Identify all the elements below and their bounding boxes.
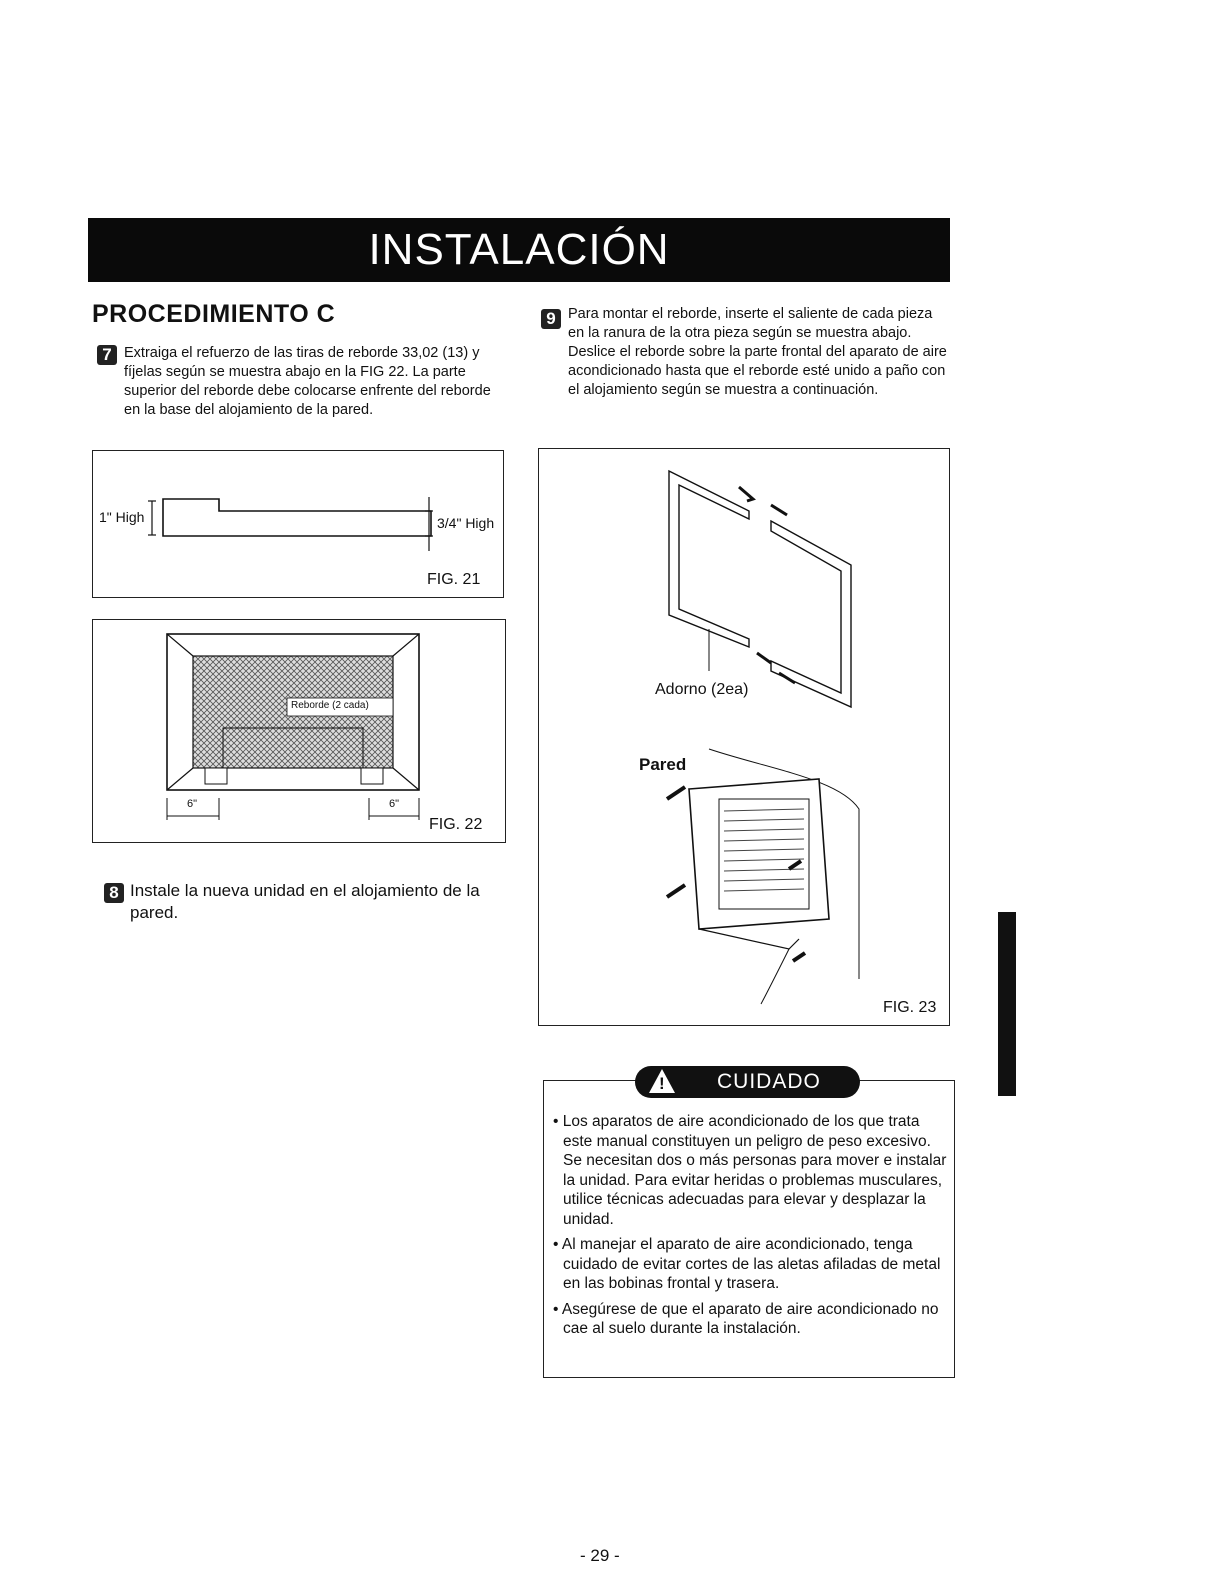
step-7-number: 7 <box>97 345 117 365</box>
step-8-text: Instale la nueva unidad en el alojamiento de la pared. <box>130 881 480 922</box>
fig-21-right-dimension: 3/4" High <box>437 515 495 531</box>
fig-21-label: FIG. 21 <box>427 571 481 588</box>
fig-21-left-dimension: 1" High <box>99 509 145 525</box>
caution-item: • Al manejar el aparato de aire acondicionado, tenga cuidado de evitar cortes de las aletas afiladas de metal en las bobinas frontal y trasera. <box>553 1236 941 1292</box>
wall-sleeve-diagram <box>93 620 505 842</box>
caution-header <box>635 1066 860 1098</box>
step-8-number: 8 <box>104 883 124 903</box>
caution-title: CUIDADO <box>717 1070 821 1093</box>
fig-21-box <box>92 450 504 598</box>
page-banner-title: INSTALACIÓN <box>88 218 950 282</box>
fig-23-wall-label: Pared <box>639 755 687 774</box>
fig-23-trim-label: Adorno (2ea) <box>655 681 749 698</box>
caution-item: • Los aparatos de aire acondicionado de los que trata este manual constituyen un peligro de peso excesivo. Se necesitan dos o más personas para mover e instalar la unidad. Para evitar heridas o problemas musculares, utilice técnicas adecuadas para elevar y desplazar la unidad. <box>553 1113 947 1228</box>
fig-22-callout: Reborde (2 cada) <box>291 700 369 711</box>
caution-item: • Asegúrese de que el aparato de aire acondicionado no cae al suelo durante la instalación. <box>553 1300 939 1337</box>
step-9-text: Para montar el reborde, inserte el saliente de cada pieza en la ranura de la otra pieza según se muestra abajo. Deslice el reborde sobre la parte frontal del aparato de aire acondicionado hasta que el reborde esté unido a paño con el alojamiento según se muestra a continuación. <box>568 306 947 398</box>
fig-23-box <box>538 448 950 1026</box>
fig-23-label: FIG. 23 <box>883 999 937 1016</box>
fig-22-right-dimension: 6" <box>389 798 400 810</box>
fig-22-left-dimension: 6" <box>187 798 198 810</box>
side-language-tab <box>998 912 1016 1096</box>
fig-22-box <box>92 619 506 843</box>
section-heading: PROCEDIMIENTO C <box>92 300 336 328</box>
caution-list <box>553 1112 948 1345</box>
exclamation-icon: ! <box>659 1074 666 1093</box>
trim-and-wall-diagram <box>539 449 949 1025</box>
step-9-number: 9 <box>541 309 561 329</box>
fig-22-label: FIG. 22 <box>429 816 483 833</box>
step-7-text: Extraiga el refuerzo de las tiras de reborde 33,02 (13) y fíjelas según se muestra abajo en la FIG 22. La parte superior del reborde debe colocarse enfrente del reborde en la base del alojamiento de la pared. <box>124 345 491 418</box>
page-number: - 29 - <box>580 1546 620 1565</box>
